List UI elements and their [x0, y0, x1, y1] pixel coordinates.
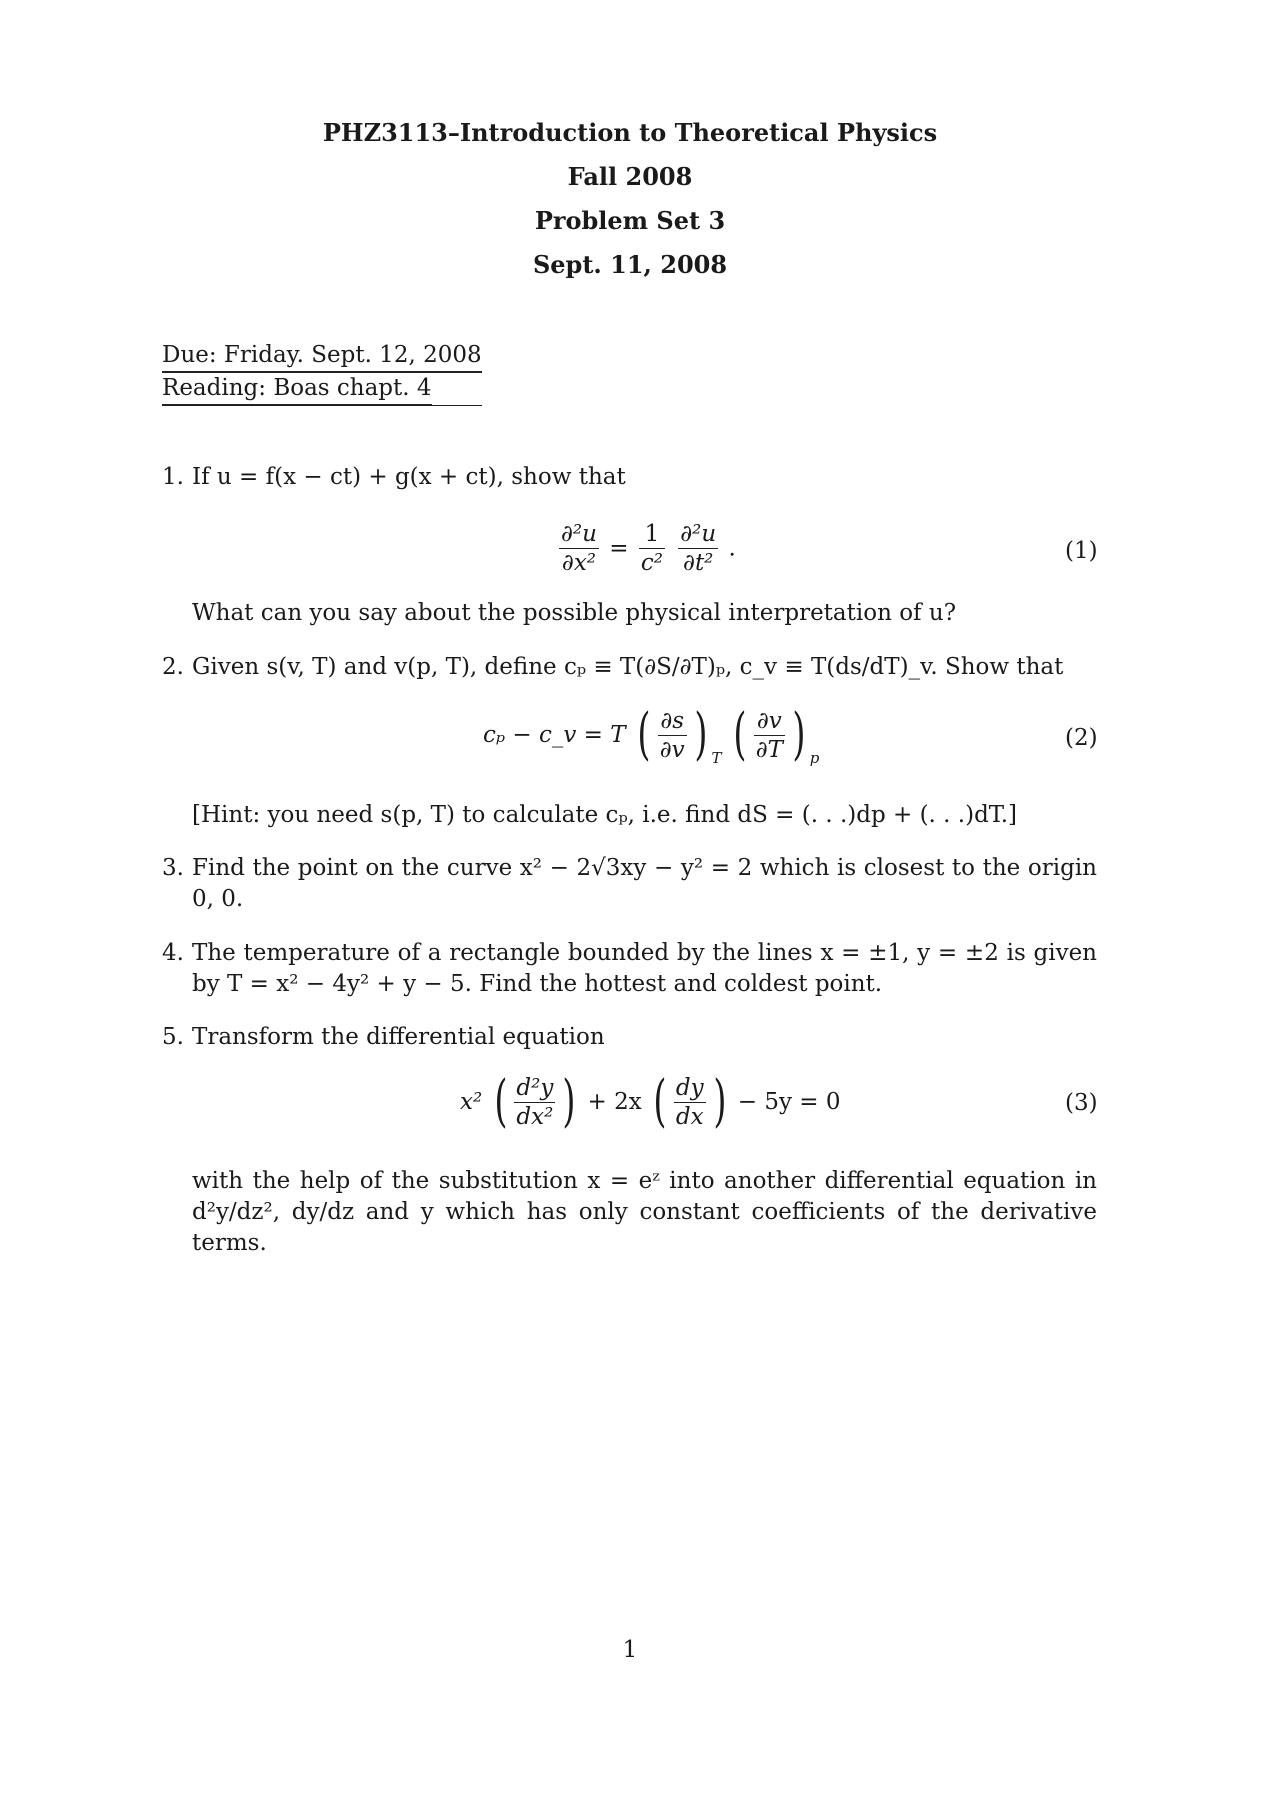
problem-5 — [162, 1022, 1097, 1053]
problem-number: 2. — [162, 654, 184, 680]
course-title: PHZ3113–Introduction to Theoretical Physics — [322, 118, 938, 147]
fraction: $\frac{1}{\text{c²}}$ — [640, 521, 663, 576]
problem-number: 1. — [162, 464, 184, 490]
equation-number: (3) — [1065, 1090, 1098, 1116]
document-page: PHZ3113–Introduction to Theoretical Physics Fall 2008 Problem Set 3 Sept. 11, 2008 Due: Friday. Sept. 12, 2008 Reading: Boas chapt. 4 1. If u = f(x − ct) + g(x + ct), show that $\frac{\text{∂²u}}{\text{∂x²}}$ = $\frac{1}{\text{c²}}$ $\frac{\text{∂²u}}{\text{∂t²}}$ . (1) What can you say about the possible physical interpretation of u? 2. Given s(v, T) and v(p, T), define cₚ ≡ T(∂S/∂T)ₚ, c_v ≡ T(ds/dT)_v. Show that cₚ − c_v = T ( $\frac{\partial s}{\partial v}$ ) $_T$ ( $\frac{\partial v}{\partial T}$ ) $_p$ (2) [Hint: you need s(p, T) to calculate cₚ, i.e. find dS = (. . .)dp + (. . .)dT.] 3. Find the point on the curve x² − 2√3xy − y² = 2 which is closest to the origin 0, 0. 4. The temperature of a rectangle bounded by the lines x = ±1, y = ±2 is given by T = x² − 4y² + y − 5. Find the hottest and coldest point. 5. Transform the differential equation x² ( $\frac{\text{d²y}}{\text{dx²}}$ ) + 2x ( $\frac{dy}{dx}$ ) − 5y = 0 (3) with the help of the substitution x = eᶻ into another differential equation in d²y/dz², dy/dz and y which has only constant coefficients of the derivative terms. 1 — [0, 0, 1280, 1811]
due-date: Due: Friday. Sept. 12, 2008 — [162, 340, 482, 372]
problem-5-continuation: with the help of the substitution x = eᶻ into another differential equation in d²y/dz², dy/dz and y which has only constant coefficients of the derivative terms. — [192, 1168, 1097, 1256]
problem-text: Find the point on the curve x² − 2√3xy − y² = 2 which is closest to the origin 0, 0. — [192, 855, 1097, 912]
problem-4 — [162, 938, 1097, 1000]
fraction: $\frac{\partial s}{\partial v}$ — [659, 707, 685, 763]
term: Fall 2008 — [567, 162, 693, 191]
fraction: $\frac{\text{∂²u}}{\text{∂t²}}$ — [680, 521, 717, 576]
problem-text: Given s(v, T) and v(p, T), define cₚ ≡ T(∂S/∂T)ₚ, c_v ≡ T(ds/dT)_v. Show that — [192, 654, 1064, 680]
problem-2-hint: [Hint: you need s(p, T) to calculate cₚ, i.e. find dS = (. . .)dp + (. . .)dT.] — [192, 802, 1018, 828]
fraction: $\frac{\partial v}{\partial T}$ — [755, 707, 783, 763]
issue-date: Sept. 11, 2008 — [532, 250, 728, 279]
fraction: $\frac{dy}{dx}$ — [675, 1074, 704, 1130]
problem-set-title: Problem Set 3 — [534, 206, 726, 235]
problem-number: 4. — [162, 940, 184, 966]
problem-number: 5. — [162, 1024, 184, 1050]
problem-3 — [162, 853, 1097, 915]
problem-1 — [162, 462, 1097, 493]
problem-number: 3. — [162, 855, 184, 881]
problem-text: Transform the differential equation — [192, 1024, 605, 1050]
problem-text: If u = f(x − ct) + g(x + ct), show that — [192, 464, 626, 490]
page-number: 1 — [622, 1637, 638, 1663]
problem-1-question: What can you say about the possible physical interpretation of u? — [192, 600, 957, 626]
fraction: $\frac{\text{∂²u}}{\text{∂x²}}$ — [561, 521, 597, 576]
equation-number: (2) — [1065, 725, 1098, 751]
reading: Reading: Boas chapt. 4 — [162, 373, 432, 405]
equation-number: (1) — [1065, 538, 1098, 564]
fraction: $\frac{\text{d²y}}{\text{dx²}}$ — [516, 1074, 554, 1130]
problem-2 — [162, 652, 1097, 683]
due-info — [162, 340, 482, 406]
problem-text: The temperature of a rectangle bounded by the lines x = ±1, y = ±2 is given by T = x² − 4y² + y − 5. Find the hottest and coldest point. — [192, 940, 1097, 997]
